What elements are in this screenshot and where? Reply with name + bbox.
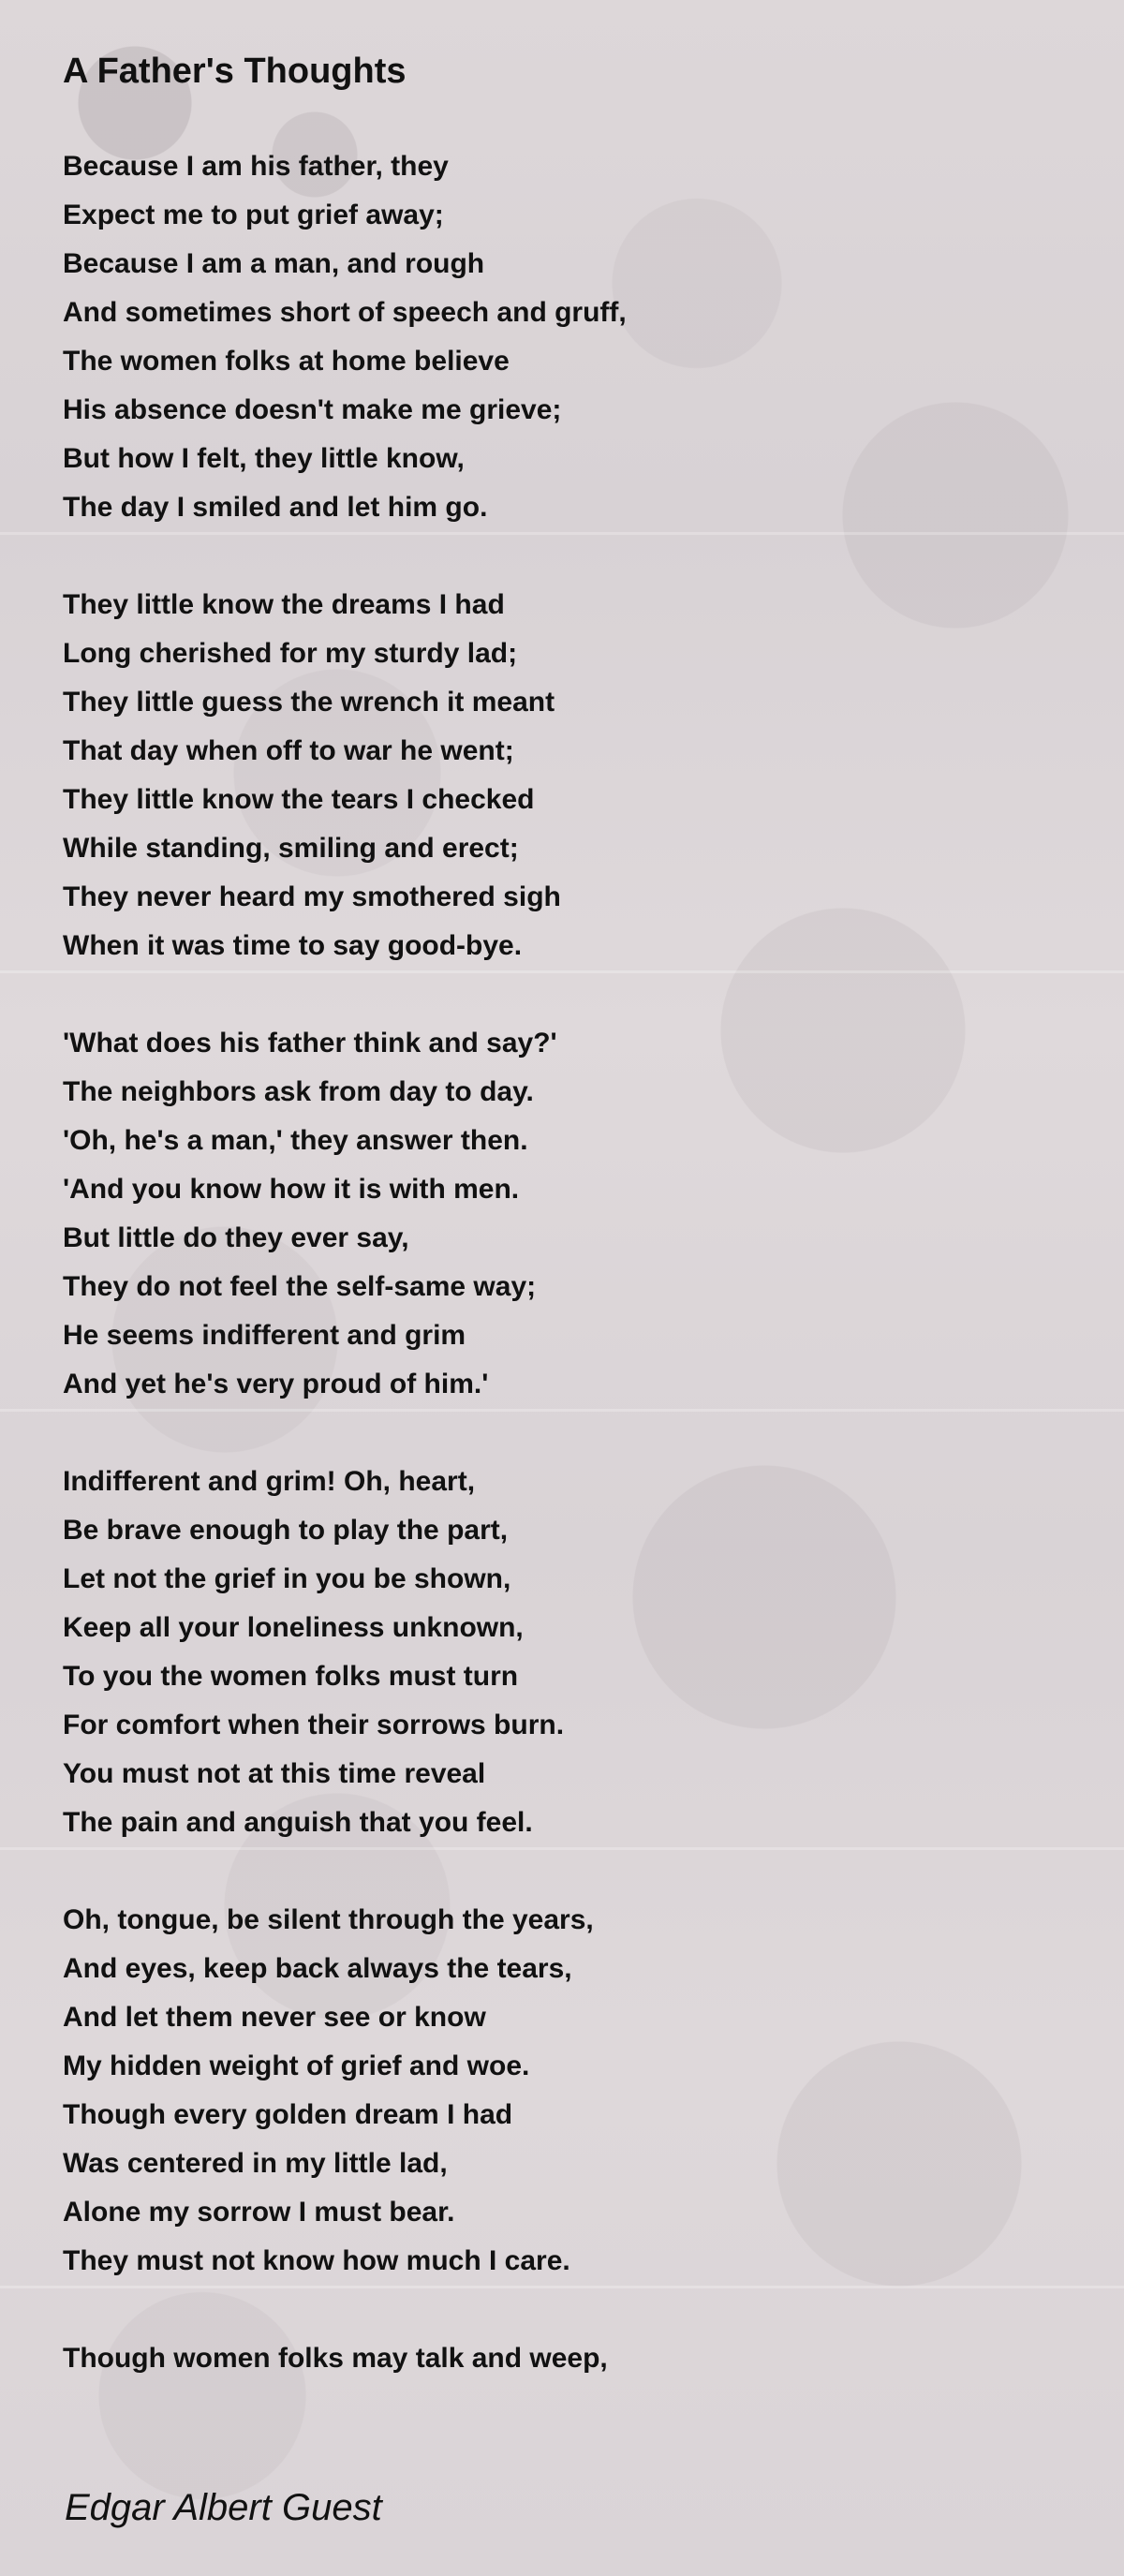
- poem-line: Was centered in my little lad,: [63, 2148, 448, 2179]
- poem-stanza: [63, 581, 627, 970]
- poem-line: 'And you know how it is with men.: [63, 1174, 520, 1205]
- poem-line: Indifferent and grim! Oh, heart,: [63, 1466, 476, 1497]
- poem-line: You must not at this time reveal: [63, 1758, 486, 1789]
- poem-line: And let them never see or know: [63, 2002, 486, 2033]
- poem-stanza: [63, 2334, 627, 2383]
- poem-line: 'Oh, he's a man,' they answer then.: [63, 1125, 528, 1156]
- poem-title: A Father's Thoughts: [63, 52, 407, 91]
- poem-line: Oh, tongue, be silent through the years,: [63, 1904, 594, 1935]
- poem-line: And eyes, keep back always the tears,: [63, 1953, 572, 1984]
- poem-line: The day I smiled and let him go.: [63, 492, 488, 523]
- poem-line: Though every golden dream I had: [63, 2099, 513, 2130]
- poem-line: That day when off to war he went;: [63, 735, 514, 766]
- poem-line: They little know the tears I checked: [63, 784, 535, 815]
- poem-line: Alone my sorrow I must bear.: [63, 2197, 455, 2228]
- poem-line: Keep all your loneliness unknown,: [63, 1612, 524, 1643]
- poem-stanza: [63, 1019, 627, 1409]
- poem-line: They little guess the wrench it meant: [63, 687, 555, 718]
- poem-line: And yet he's very proud of him.': [63, 1369, 489, 1399]
- poem-line: Because I am his father, they: [63, 151, 449, 182]
- poem-line: But little do they ever say,: [63, 1222, 409, 1253]
- poem-line: The women folks at home believe: [63, 346, 510, 377]
- poem-line: To you the women folks must turn: [63, 1661, 519, 1692]
- poem-line: They must not know how much I care.: [63, 2245, 570, 2276]
- poem-line: My hidden weight of grief and woe.: [63, 2050, 530, 2081]
- poem-line: And sometimes short of speech and gruff,: [63, 297, 627, 328]
- poem-line: For comfort when their sorrows burn.: [63, 1710, 565, 1740]
- poem-stanza: [63, 142, 627, 532]
- poem-line: Though women folks may talk and weep,: [63, 2343, 608, 2374]
- poem-body: [63, 142, 627, 2432]
- poem-author: Edgar Albert Guest: [65, 2487, 382, 2528]
- poem-line: 'What does his father think and say?': [63, 1028, 557, 1059]
- poem-line: While standing, smiling and erect;: [63, 833, 519, 864]
- poem-line: The pain and anguish that you feel.: [63, 1807, 533, 1838]
- poem-line: They little know the dreams I had: [63, 589, 505, 620]
- poem-line: Because I am a man, and rough: [63, 248, 485, 279]
- poem-line: The neighbors ask from day to day.: [63, 1076, 534, 1107]
- poem-line: But how I felt, they little know,: [63, 443, 465, 474]
- poem-line: His absence doesn't make me grieve;: [63, 394, 562, 425]
- poem-line: Let not the grief in you be shown,: [63, 1563, 511, 1594]
- poem-line: When it was time to say good-bye.: [63, 930, 523, 961]
- poem-line: Expect me to put grief away;: [63, 200, 444, 230]
- poem-line: Be brave enough to play the part,: [63, 1515, 509, 1546]
- poem-stanza: [63, 1458, 627, 1847]
- poem-stanza: [63, 1896, 627, 2286]
- poem-line: He seems indifferent and grim: [63, 1320, 466, 1351]
- poem-line: They never heard my smothered sigh: [63, 881, 561, 912]
- poem-line: Long cherished for my sturdy lad;: [63, 638, 518, 669]
- poem-line: They do not feel the self-same way;: [63, 1271, 537, 1302]
